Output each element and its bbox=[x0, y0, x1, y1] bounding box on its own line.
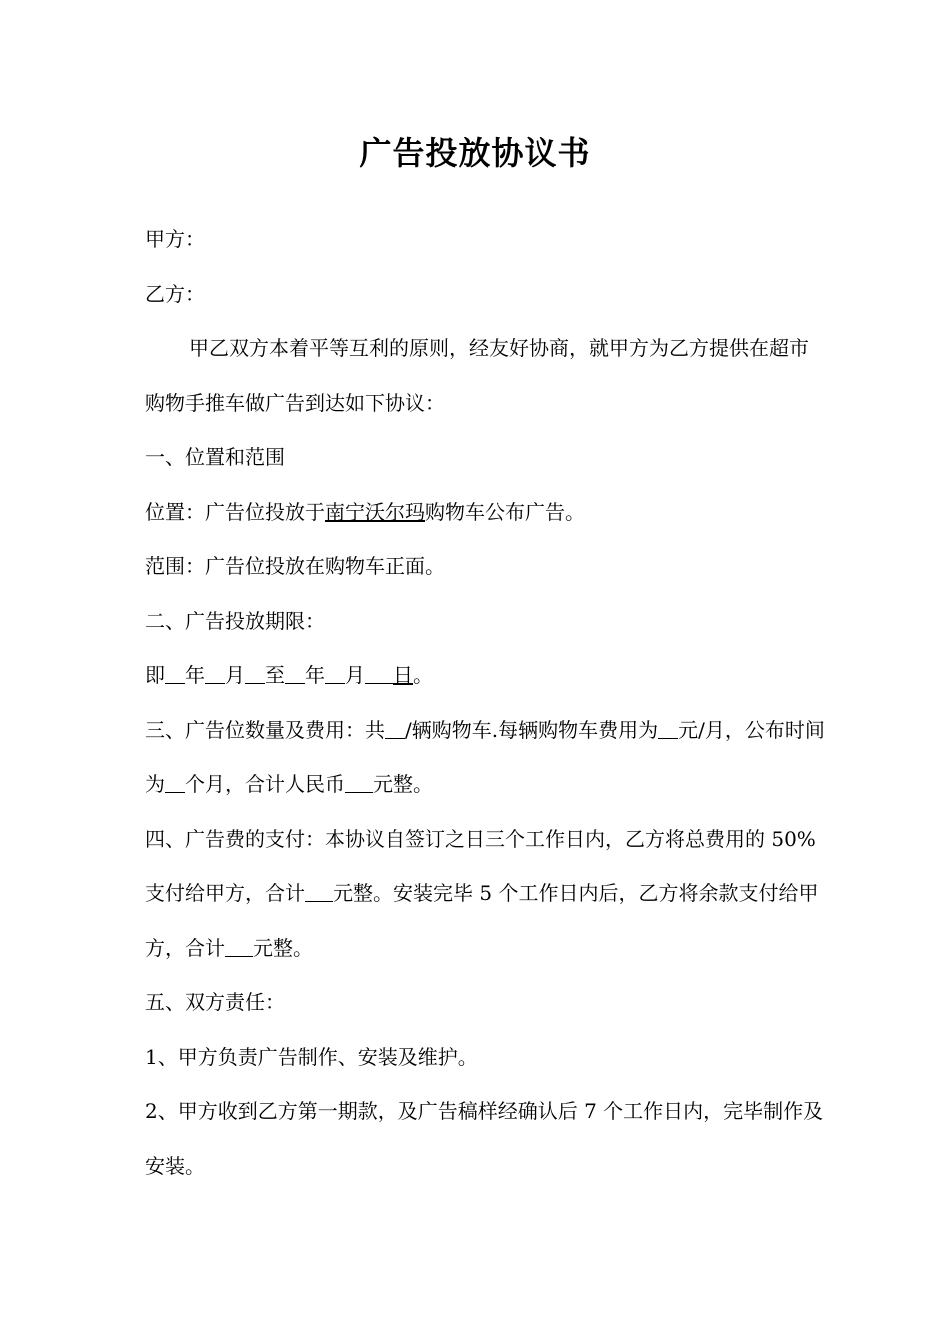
blank-field bbox=[245, 663, 265, 684]
scope-line: 范围：广告位投放在购物车正面。 bbox=[145, 554, 445, 578]
blank-field bbox=[385, 718, 405, 739]
payment-p2: 元整。安装完毕 5 个工作日内后，乙方将余款支付给甲方，合计 bbox=[145, 881, 819, 960]
section1-heading: 一、位置和范围 bbox=[145, 445, 285, 469]
responsibility-item-1: 1、甲方负责广告制作、安装及维护。 bbox=[145, 1044, 478, 1069]
fee-p3: 元/月，公布时间为 bbox=[145, 717, 825, 796]
term-t1: 即 bbox=[145, 663, 165, 687]
blank-field bbox=[205, 663, 225, 684]
fee-p4: 个月，合计人民币 bbox=[185, 772, 345, 796]
term-t5: 年 bbox=[305, 663, 325, 687]
term-t2: 年 bbox=[185, 663, 205, 687]
payment-p1: 四、广告费的支付：本协议自签订之日三个工作日内，乙方将总费用的 50%支付给甲方，合计 bbox=[145, 826, 816, 905]
fee-p5: 元整。 bbox=[373, 772, 433, 796]
blank-field bbox=[658, 718, 678, 739]
document-body bbox=[145, 212, 825, 1193]
section4-paragraph bbox=[145, 812, 825, 976]
location-place: 南宁沃尔玛 bbox=[325, 499, 425, 524]
term-line bbox=[145, 648, 825, 703]
term-t4: 至 bbox=[265, 663, 285, 687]
location-line bbox=[145, 485, 825, 540]
blank-field bbox=[225, 936, 253, 957]
intro-paragraph: 甲乙双方本着平等互利的原则，经友好协商，就甲方为乙方提供在超市购物手推车做广告到达如下协议： bbox=[145, 336, 809, 415]
party-b-line: 乙方： bbox=[145, 281, 205, 306]
term-t3: 月 bbox=[225, 663, 245, 687]
fee-p2: /辆购物车.每辆购物车费用为 bbox=[405, 717, 659, 742]
blank-field bbox=[165, 772, 185, 793]
blank-field bbox=[345, 772, 373, 793]
responsibility-item-2: 2、甲方收到乙方第一期款，及广告稿样经确认后 7 个工作日内，完毕制作及安装。 bbox=[145, 1099, 824, 1178]
location-suffix: 购物车公布广告。 bbox=[425, 499, 585, 524]
document-title: 广告投放协议书 bbox=[359, 134, 591, 172]
term-t7: 日 bbox=[393, 663, 413, 687]
term-t8: 。 bbox=[413, 663, 433, 687]
term-t6: 月 bbox=[345, 663, 365, 687]
location-prefix: 位置：广告位投放于 bbox=[145, 499, 325, 524]
section2-heading: 二、广告投放期限： bbox=[145, 608, 325, 633]
blank-field bbox=[285, 663, 305, 684]
fee-p1: 三、广告位数量及费用：共 bbox=[145, 717, 385, 742]
party-a-line: 甲方： bbox=[145, 227, 205, 251]
section3-paragraph bbox=[145, 703, 825, 812]
blank-field bbox=[325, 663, 345, 684]
section5-heading: 五、双方责任： bbox=[145, 990, 285, 1014]
blank-field bbox=[165, 663, 185, 684]
blank-field bbox=[365, 663, 393, 684]
blank-field bbox=[305, 881, 333, 902]
payment-p3: 元整。 bbox=[253, 935, 313, 960]
